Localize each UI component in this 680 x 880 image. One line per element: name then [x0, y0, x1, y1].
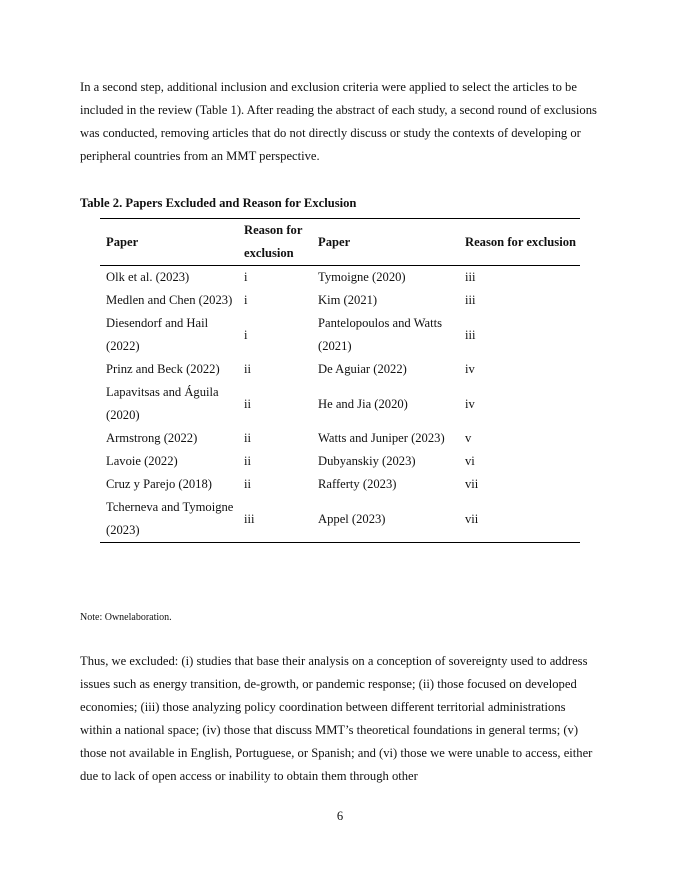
paper-cell: Diesendorf and Hail (2022)	[106, 316, 209, 353]
reason-cell: iv	[465, 396, 475, 411]
paper-cell: Pantelopoulos and Watts (2021)	[318, 316, 442, 353]
exclusion-table	[100, 218, 580, 543]
reason-cell: ii	[244, 431, 251, 445]
header-paper-2: Paper	[318, 234, 351, 249]
header-reason-1: Reason for exclusion	[244, 223, 303, 260]
table-row	[100, 289, 580, 312]
paper-cell: Prinz and Beck (2022)	[106, 362, 220, 376]
paper-cell: He and Jia (2020)	[318, 396, 408, 411]
paper-cell: Medlen and Chen (2023)	[106, 293, 233, 307]
paper-cell: Tymoigne (2020)	[318, 270, 406, 284]
reason-cell: ii	[244, 477, 251, 491]
header-paper-1: Paper	[106, 234, 139, 249]
paper-cell: Dubyanskiy (2023)	[318, 454, 416, 468]
paper-cell: Olk et al. (2023)	[106, 270, 190, 284]
table-row	[100, 312, 580, 358]
table-row	[100, 381, 580, 427]
reason-cell: i	[244, 327, 248, 342]
reason-cell: iii	[244, 511, 255, 526]
reason-cell: vii	[465, 511, 479, 526]
closing-paragraph: Thus, we excluded: (i) studies that base their analysis on a conception of sovereignty used to address issues such as energy transition, de-growth, or pandemic response; (ii) those focused on developed economies; (iii) those analyzing policy coordination between different territorial administrations within a national space; (iv) those that discuss MMT’s theoretical foundations in general terms; (v) those not available in English, Portuguese, or Spanish; and (vi) those we were unable to access, either due to lack of open access or inability to obtain them through other	[80, 654, 593, 783]
paper-cell: Tcherneva and Tymoigne (2023)	[106, 500, 234, 537]
table-row	[100, 450, 580, 473]
reason-cell: ii	[244, 362, 251, 376]
table-row	[100, 496, 580, 543]
paper-cell: Lapavitsas and Águila (2020)	[106, 385, 219, 422]
paper-cell: Rafferty (2023)	[318, 477, 397, 491]
paper-cell: Watts and Juniper (2023)	[318, 431, 445, 445]
table-caption: Table 2. Papers Excluded and Reason for Exclusion	[80, 196, 357, 210]
table-row	[100, 358, 580, 381]
table-note: Note: Ownelaboration.	[80, 612, 172, 623]
paper-cell: De Aguiar (2022)	[318, 362, 407, 376]
reason-cell: iii	[465, 293, 476, 307]
table-header-row	[100, 219, 580, 266]
header-reason-2: Reason for exclusion	[465, 234, 577, 249]
table-row	[100, 427, 580, 450]
table-row	[100, 473, 580, 496]
paper-cell: Cruz y Parejo (2018)	[106, 477, 212, 491]
reason-cell: i	[244, 270, 248, 284]
reason-cell: iv	[465, 362, 475, 376]
paper-cell: Armstrong (2022)	[106, 431, 198, 445]
reason-cell: vii	[465, 477, 479, 491]
reason-cell: vi	[465, 454, 475, 468]
reason-cell: ii	[244, 396, 251, 411]
intro-paragraph: In a second step, additional inclusion and exclusion criteria were applied to select the articles to be included in the review (Table 1). After reading the abstract of each study, a second round of exclusions was conducted, removing articles that do not directly discuss or study the contexts of developing or peripheral countries from an MMT perspective.	[80, 80, 597, 163]
reason-cell: i	[244, 293, 248, 307]
paper-cell: Appel (2023)	[318, 511, 386, 526]
paper-cell: Lavoie (2022)	[106, 454, 178, 468]
reason-cell: ii	[244, 454, 251, 468]
paper-cell: Kim (2021)	[318, 293, 378, 307]
reason-cell: iii	[465, 327, 476, 342]
table-row	[100, 266, 580, 290]
page-number: 6	[336, 809, 344, 823]
reason-cell: iii	[465, 270, 476, 284]
table-body	[100, 266, 580, 543]
reason-cell: v	[465, 431, 472, 445]
